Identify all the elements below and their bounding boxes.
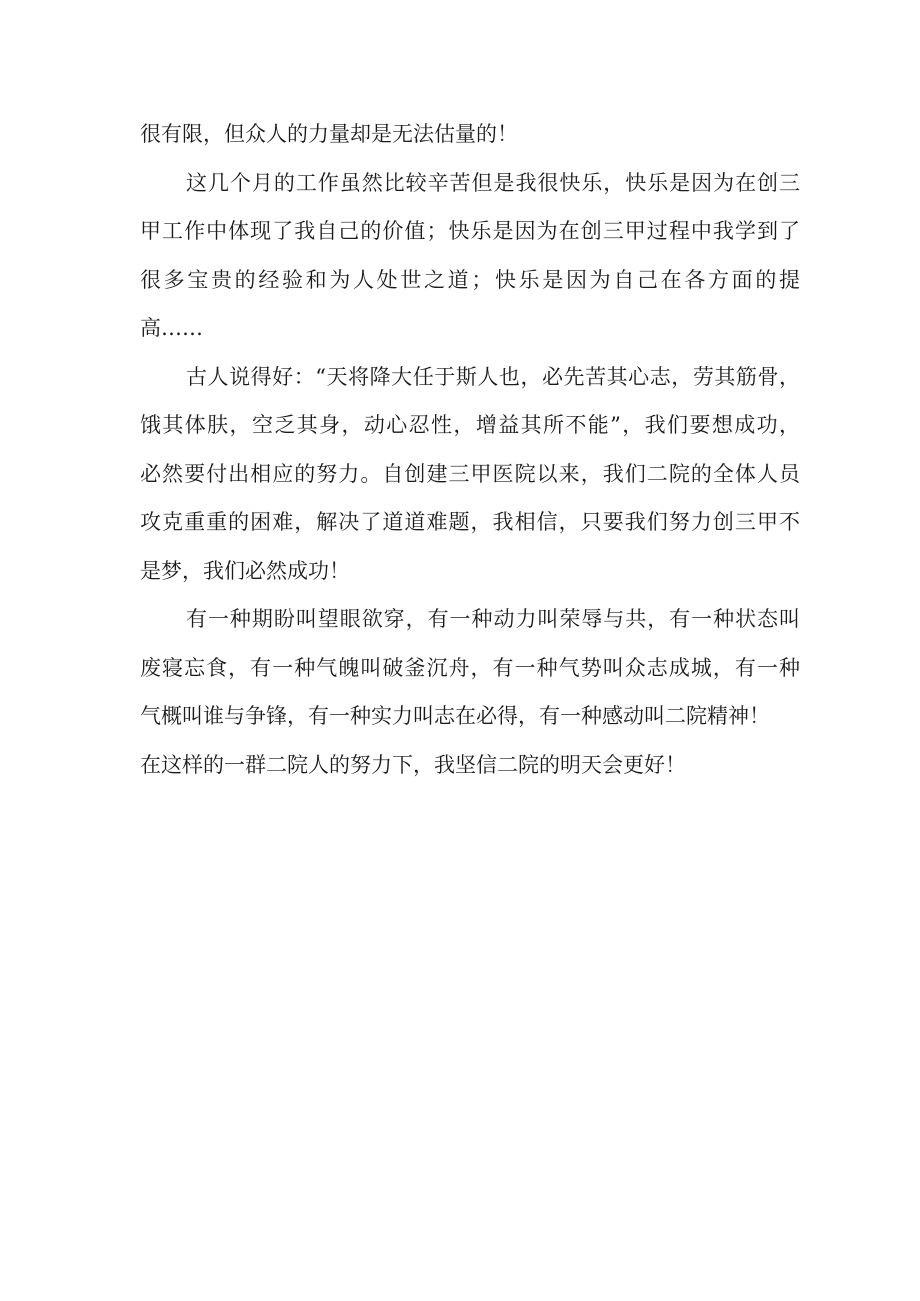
text-line: 饿其体肤，空乏其身，动心忍性，增益其所不能”，我们要想成功，: [140, 413, 800, 437]
text-line: 气概叫谁与争锋，有一种实力叫志在必得，有一种感动叫二院精神！: [140, 704, 770, 728]
paragraph-start-line: 这几个月的工作虽然比较辛苦但是我很快乐，快乐是因为在创三: [186, 170, 800, 195]
text-line: 攻克重重的困难，解决了道道难题，我相信，只要我们努力创三甲不: [140, 510, 800, 534]
text-line: 在这样的一群二院人的努力下，我坚信二院的明天会更好！: [140, 752, 686, 777]
text-line: 必然要付出相应的努力。自创建三甲医院以来，我们二院的全体人员: [140, 461, 800, 486]
text-line: 很有限，但众人的力量却是无法估量的！: [140, 122, 518, 146]
body-text: [140, 110, 800, 789]
text-line: 是梦，我们必然成功！: [140, 558, 350, 583]
paragraph-start-line: 古人说得好：“天将降大任于斯人也，必先苦其心志，劳其筋骨，: [186, 364, 800, 389]
text-line: 高……: [140, 316, 203, 340]
text-line: 废寝忘食，有一种气魄叫破釜沉舟，有一种气势叫众志成城，有一种: [140, 655, 800, 680]
text-line: 甲工作中体现了我自己的价值；快乐是因为在创三甲过程中我学到了: [140, 219, 800, 243]
paragraph-start-line: 有一种期盼叫望眼欲穿，有一种动力叫荣辱与共，有一种状态叫: [186, 607, 800, 631]
text-line: 很多宝贵的经验和为人处世之道；快乐是因为自己在各方面的提: [140, 267, 800, 292]
